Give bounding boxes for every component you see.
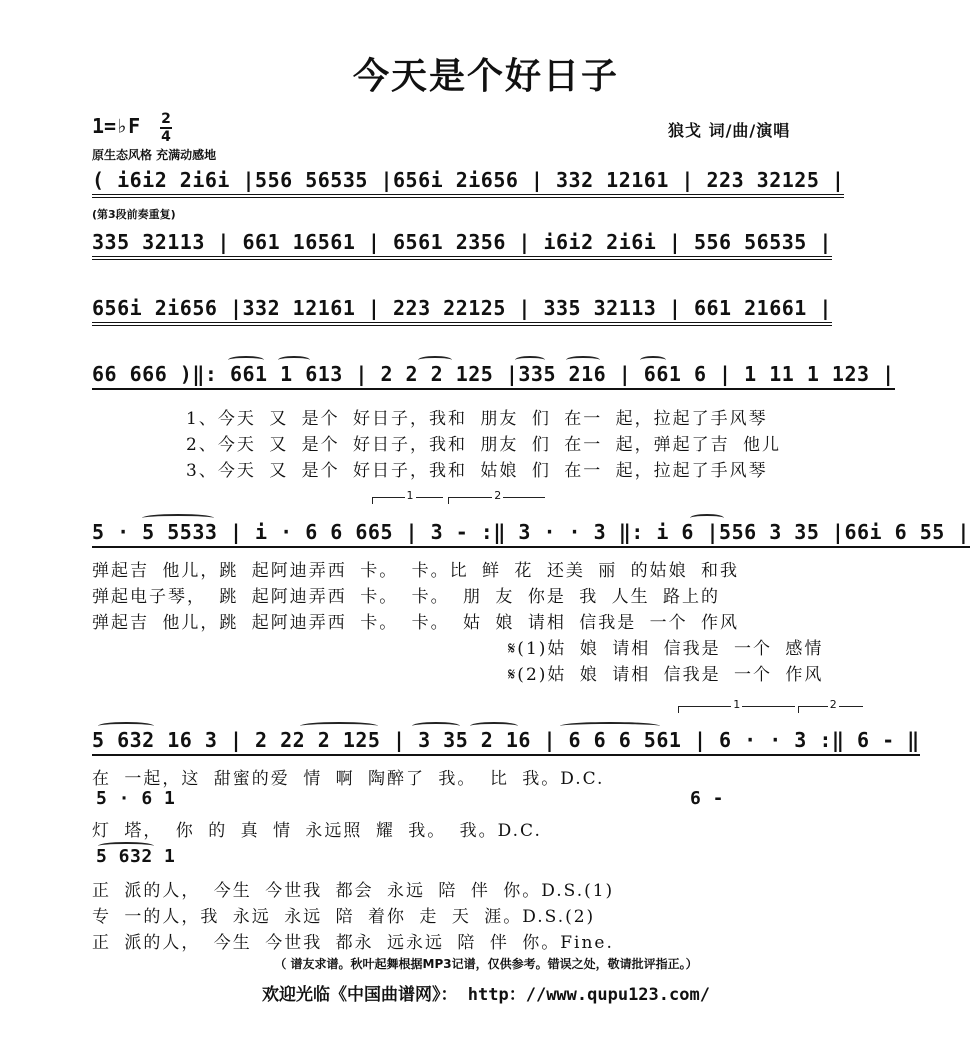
time-signature-top: 2 (161, 111, 171, 127)
lyrics-segno-1: 𝄋(1)姑 娘 请相 信我是 一个 感情 (508, 639, 824, 659)
slur (300, 722, 378, 730)
notation-row-7b: 6 - (690, 788, 725, 809)
slur (418, 356, 452, 364)
slur (98, 842, 154, 850)
slur (142, 514, 214, 522)
slur (515, 356, 545, 364)
lyrics-chorus-2: 弹起电子琴， 跳 起阿迪弄西 卡。 卡。 朋 友 你是 我 人生 路上的 (92, 587, 721, 607)
lyrics-chorus-1: 弹起吉 他儿，跳 起阿迪弄西 卡。 卡。比 鲜 花 还美 丽 的姑娘 和我 (92, 561, 740, 581)
lyrics-bridge-2: 灯 塔， 你 的 真 情 永远照 耀 我。 我。D.C. (92, 821, 542, 841)
volta-bracket-1b: 1 (678, 706, 795, 713)
slur (640, 356, 666, 364)
slur (690, 514, 724, 522)
author-credit: 狼戈 词/曲/演唱 (668, 121, 791, 140)
slur (412, 722, 460, 730)
slur (98, 722, 154, 730)
lyrics-verse-3: 3、今天 又 是个 好日子，我和 姑娘 们 在一 起，拉起了手风琴 (186, 461, 768, 481)
notation-row-7a: 5 · 6 1 (96, 788, 176, 809)
lyrics-bridge-5: 正 派的人， 今生 今世我 都永 远永远 陪 伴 你。Fine. (92, 933, 614, 953)
lyrics-verse-1: 1、今天 又 是个 好日子，我和 朋友 们 在一 起，拉起了手风琴 (186, 409, 768, 429)
time-signature (160, 112, 172, 144)
notation-row-1: ( i6i2 2i6i |556 56535 |656i 2i656 | 332 12161 | 223 32125 | (92, 168, 844, 198)
lyrics-bridge-4: 专 一的人，我 永远 永远 陪 着你 走 天 涯。D.S.(2) (92, 907, 596, 927)
key-signature: 1=♭F (92, 114, 141, 138)
lyrics-bridge-1: 在 一起，这 甜蜜的爱 情 啊 陶醉了 我。 比 我。D.C. (92, 769, 605, 789)
notation-row-5: 5 · 5 5533 | i · 6 6 665 | 3 - :‖ 3 · · 3 ‖: i 6 |556 3 35 |66i 6 55 | (92, 520, 970, 548)
lyrics-segno-2: 𝄋(2)姑 娘 请相 信我是 一个 作风 (508, 665, 824, 685)
site-link[interactable]: 欢迎光临《中国曲谱网》： http：//www.qupu123.com/ (262, 985, 710, 1005)
notation-row-4: 66 666 )‖: 661 1 613 | 2 2 2 125 |335 216 | 661 6 | 1 11 1 123 | (92, 362, 895, 390)
volta-bracket-2b: 2 (798, 706, 863, 713)
slur (278, 356, 310, 364)
style-note: 原生态风格 充满动感地 (92, 148, 217, 162)
volta-bracket-1: 1 (372, 497, 443, 504)
lyrics-bridge-3: 正 派的人， 今生 今世我 都会 永远 陪 伴 你。D.S.(1) (92, 881, 615, 901)
time-signature-bottom: 4 (161, 129, 171, 145)
page-title: 今天是个好日子 (352, 56, 619, 97)
slur (560, 722, 660, 730)
lyrics-chorus-3: 弹起吉 他儿，跳 起阿迪弄西 卡。 卡。 姑 娘 请相 信我是 一个 作风 (92, 613, 740, 633)
notation-row-2: 335 32113 | 661 16561 | 6561 2356 | i6i2 2i6i | 556 56535 | (92, 230, 832, 260)
volta-bracket-2: 2 (448, 497, 545, 504)
slur (228, 356, 264, 364)
notation-row-3: 656i 2i656 |332 12161 | 223 22125 | 335 32113 | 661 21661 | (92, 296, 832, 326)
disclaimer-note: （ 谱友求谱。秋叶起舞根据MP3记谱，仅供参考。错误之处，敬请批评指正。） (274, 957, 698, 971)
lyrics-verse-2: 2、今天 又 是个 好日子，我和 朋友 们 在一 起，弹起了吉 他儿 (186, 435, 782, 455)
notation-row-8: 5 632 1 (96, 846, 176, 867)
slur (566, 356, 600, 364)
slur (470, 722, 518, 730)
repeat-note: (第3段前奏重复) (92, 208, 176, 221)
notation-row-6: 5 632 16 3 | 2 22 2 125 | 3 35 2 16 | 6 6 6 561 | 6 · · 3 :‖ 6 - ‖ (92, 728, 920, 756)
